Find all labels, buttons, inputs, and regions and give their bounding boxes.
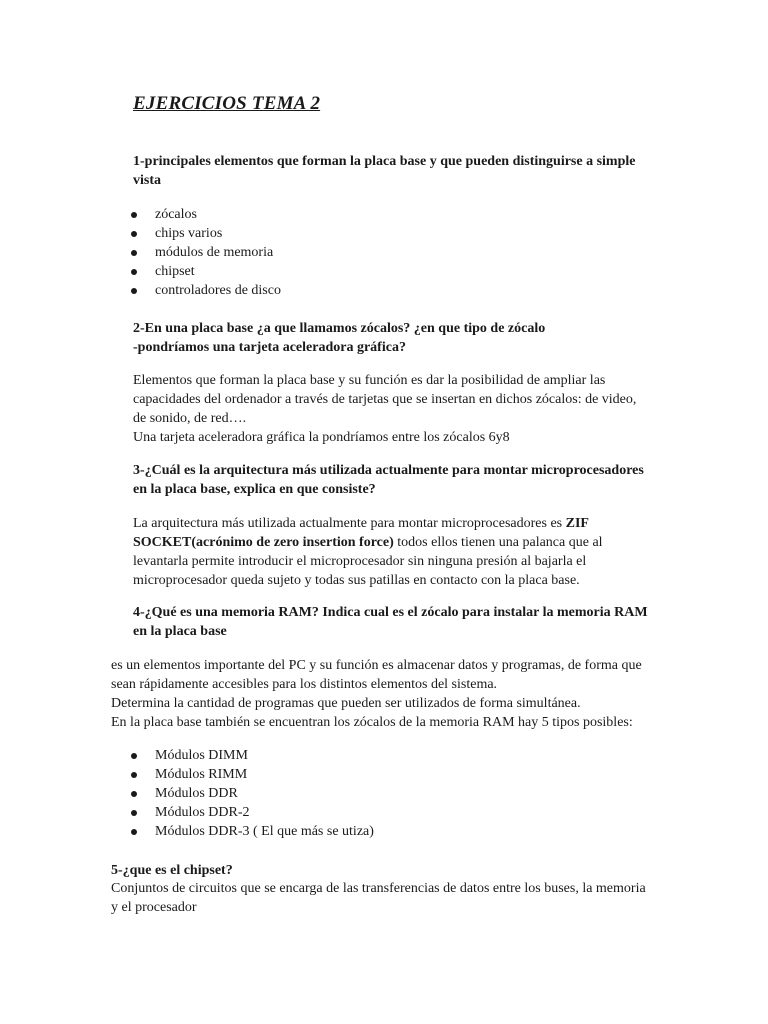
question-3: 3-¿Cuál es la arquitectura más utilizada actualmente para montar microprocesadores en la placa base, explica en que consiste? [133,463,644,497]
list-item: chips varios [131,224,281,243]
answer-5: Conjuntos de circuitos que se encarga de las transferencias de datos entre los buses, la memoria y el procesador [111,881,646,915]
list-item: Módulos DDR [131,784,374,803]
bullet-icon [131,288,137,294]
bullet-icon [131,250,137,256]
list-item: Módulos RIMM [131,765,374,784]
list-item: chipset [131,262,281,281]
question-1: 1-principales elementos que forman la placa base y que pueden distinguirse a simple vista [133,154,636,188]
answer-3-bold-term: ZIF SOCKET(acrónimo de zero insertion force) [133,516,589,550]
list-item: controladores de disco [131,281,281,300]
list-item: zócalos [131,205,281,224]
answer-4 [111,656,651,732]
answer-4-paragraph-3: En la placa base también se encuentran los zócalos de la memoria RAM hay 5 tipos posibles: [111,715,633,730]
question-2 [133,319,653,357]
bullet-icon [131,212,137,218]
list-item: módulos de memoria [131,243,281,262]
answer-4-paragraph-2: Determina la cantidad de programas que pueden ser utilizados de forma simultánea. [111,696,581,711]
answer-4-paragraph-1: es un elementos importante del PC y su función es almacenar datos y programas, de forma que sean rápidamente accesibles para los distintos elementos del sistema. [111,658,642,692]
list-item: Módulos DDR-2 [131,803,374,822]
question-2-line-1: 2-En una placa base ¿a que llamamos zócalos? ¿en que tipo de zócalo [133,321,546,336]
question-4: 4-¿Qué es una memoria RAM? Indica cual es el zócalo para instalar la memoria RAM en la placa base [133,605,648,639]
answer-2-paragraph-1: Elementos que forman la placa base y su función es dar la posibilidad de ampliar las capacidades del ordenador a través de tarjetas que se insertan en dichos zócalos: de video, de sonido, de red…. [133,373,637,426]
bullet-icon [131,810,137,816]
answer-3 [133,514,653,590]
answer-3-text-end: todos ellos tienen una palanca que al levantarla permite introducir el microprocesador sin ninguna presión al bajarla el microprocesador queda sujeto y todas sus patillas en contacto con la placa base. [133,535,603,588]
question-5: 5-¿que es el chipset? [111,863,233,878]
list-item: Módulos DIMM [131,746,374,765]
list-item: Módulos DDR-3 ( El que más se utiza) [131,822,374,841]
bullet-icon [131,829,137,835]
bullet-icon [131,791,137,797]
bullet-icon [131,753,137,759]
answer-3-text-start: La arquitectura más utilizada actualmente para montar microprocesadores es [133,516,566,531]
answer-2-paragraph-2: Una tarjeta aceleradora gráfica la pondríamos entre los zócalos 6y8 [133,430,510,445]
bullet-icon [131,772,137,778]
bullet-icon [131,269,137,275]
q4-module-list [131,746,374,841]
document-title: EJERCICIOS TEMA 2 [133,93,321,114]
question-2-line-2: -pondríamos una tarjeta aceleradora gráfica? [133,340,406,355]
bullet-icon [131,231,137,237]
q1-element-list [131,205,281,300]
